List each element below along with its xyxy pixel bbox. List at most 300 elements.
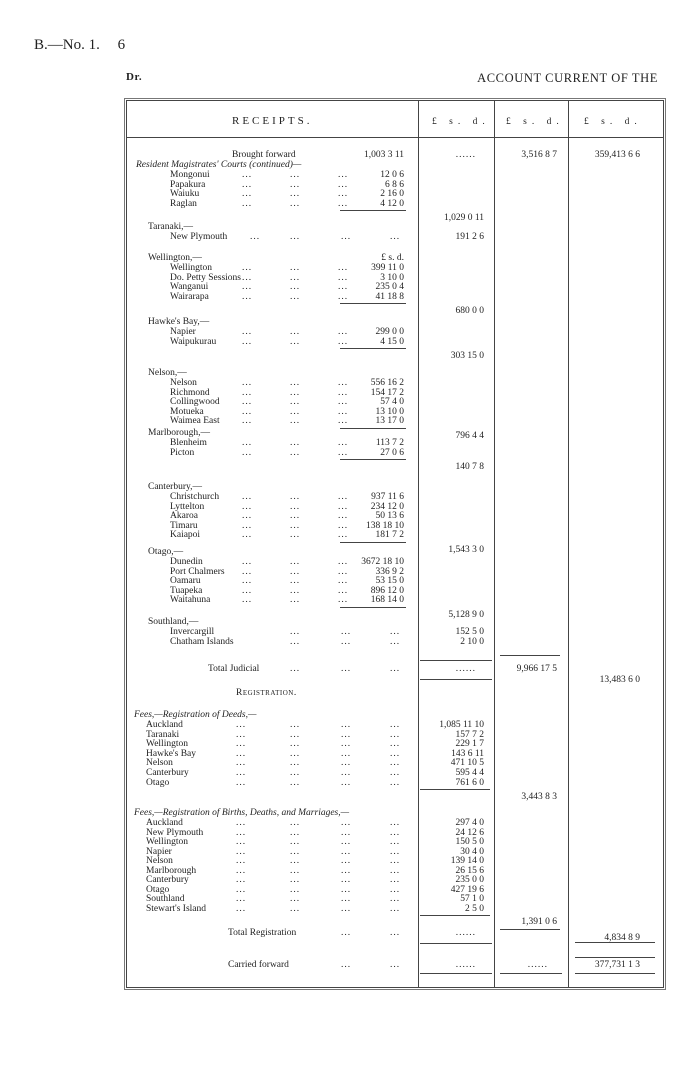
leader-dots: ...	[341, 846, 352, 857]
item-amount: 150 5 0	[455, 837, 484, 847]
leader-dots: ...	[341, 636, 352, 647]
leader-dots: ...	[390, 884, 401, 895]
leader-dots: ...	[390, 636, 401, 647]
brought-forward-amount: 1,003 3 11	[363, 150, 404, 160]
leader-dots: ...	[290, 438, 301, 448]
leader-dots: ...	[290, 232, 301, 242]
leader-dots: ...	[242, 511, 253, 521]
ledger-item	[0, 292, 700, 303]
leader-dots: ...	[290, 856, 301, 866]
total-registration-label: Total Registration	[228, 928, 297, 938]
leader-dots: ...	[290, 903, 301, 914]
leader-dots: ...	[338, 438, 349, 448]
leader-dots: ...	[341, 720, 352, 730]
brought-forward-label: Brought forward	[232, 150, 296, 160]
leader-dots: ...	[290, 327, 301, 337]
leader-dots: ...	[290, 595, 301, 605]
item-label: Kaiapoi	[170, 530, 201, 540]
item-label: Motueka	[170, 406, 204, 417]
amount-rule	[575, 957, 655, 958]
leader-dots: ...	[242, 492, 253, 502]
leader-dots: ...	[236, 827, 247, 838]
amount-rule	[340, 607, 406, 608]
leader-dots: ...	[290, 576, 301, 586]
leader-dots: ...	[341, 777, 352, 788]
item-amount: 471 10 5	[450, 758, 484, 769]
deeds-total: 3,443 8 3	[521, 792, 557, 803]
leader-dots: ...	[250, 232, 261, 242]
leader-dots: ......	[527, 960, 548, 970]
leader-dots: ...	[290, 748, 301, 759]
leader-dots: ...	[341, 664, 352, 674]
item-label: New Plymouth	[170, 232, 228, 242]
total-judicial-col3: 9,966 17 5	[516, 664, 557, 674]
leader-dots: ...	[236, 884, 247, 895]
leader-dots: ...	[390, 729, 401, 740]
leader-dots: ...	[236, 894, 247, 904]
leader-dots: ......	[455, 150, 476, 160]
item-amount: 3672 18 10	[361, 557, 404, 567]
item-amount: 336 9 2	[375, 566, 404, 577]
item-label: Wairarapa	[170, 291, 209, 302]
leader-dots: ...	[242, 576, 253, 586]
item-label: Auckland	[146, 818, 183, 828]
item-amount: 113 7 2	[375, 438, 404, 448]
ledger-item	[0, 637, 700, 648]
page-title: ACCOUNT CURRENT OF THE	[477, 71, 658, 85]
total-judicial-col4: 13,483 6 0	[599, 675, 640, 685]
item-label: Napier	[170, 327, 196, 337]
item-label: Chatham Islands	[170, 636, 234, 647]
leader-dots: ...	[236, 777, 247, 788]
item-label: Lyttelton	[170, 501, 205, 512]
leader-dots: ...	[341, 928, 352, 938]
page-reference	[34, 38, 125, 53]
leader-dots: ...	[242, 501, 253, 512]
leader-dots: ...	[338, 291, 349, 302]
leader-dots: ...	[290, 272, 301, 283]
leader-dots: ...	[242, 272, 253, 283]
leader-dots: ...	[341, 960, 352, 970]
leader-dots: ...	[290, 636, 301, 647]
item-label: Picton	[170, 447, 195, 458]
births-total: 1,391 0 6	[521, 917, 557, 927]
leader-dots: ...	[290, 768, 301, 778]
group-total: 140 7 8	[455, 462, 484, 472]
amount-rule	[575, 942, 655, 943]
leader-dots: ...	[290, 511, 301, 521]
amount-rule	[420, 943, 492, 944]
group-name: Hawke's Bay,—	[148, 317, 210, 327]
item-amount: 2 10 0	[460, 636, 484, 647]
leader-dots: ...	[338, 198, 349, 209]
ledger-item	[0, 778, 700, 789]
leader-dots: ...	[290, 837, 301, 847]
leader-dots: ...	[290, 189, 301, 199]
leader-dots: ...	[290, 865, 301, 876]
leader-dots: ...	[341, 837, 352, 847]
item-amount: 6 8 6	[385, 179, 404, 190]
item-amount: 57 1 0	[460, 894, 484, 904]
leader-dots: ...	[290, 557, 301, 567]
leader-dots: ...	[290, 627, 301, 637]
leader-dots: ...	[338, 447, 349, 458]
births-heading: Fees,—Registration of Births, Deaths, and Marriages,—	[134, 808, 350, 818]
leader-dots: ...	[236, 865, 247, 876]
item-amount: 3 10 0	[380, 272, 404, 283]
leader-dots: ...	[242, 282, 253, 292]
amount-rule	[500, 973, 562, 974]
item-amount: 2 5 0	[465, 903, 484, 914]
item-label: Akaroa	[170, 511, 198, 521]
births-total-row	[0, 917, 700, 928]
leader-dots: ...	[341, 729, 352, 740]
item-amount: 234 12 0	[370, 501, 404, 512]
leader-dots: ...	[338, 179, 349, 190]
group-total-row	[0, 306, 700, 317]
item-label: New Plymouth	[146, 827, 204, 838]
leader-dots: ...	[242, 198, 253, 209]
amount-rule	[575, 973, 655, 974]
leader-dots: ...	[390, 894, 401, 904]
leader-dots: ...	[390, 818, 401, 828]
item-amount: 4 12 0	[380, 198, 404, 209]
item-label: Oamaru	[170, 576, 201, 586]
item-label: Wellington	[146, 837, 188, 847]
leader-dots: ...	[236, 875, 247, 885]
leader-dots: ...	[236, 846, 247, 857]
ledger-item	[0, 199, 700, 210]
leader-dots: ...	[290, 501, 301, 512]
leader-dots: ...	[242, 179, 253, 190]
receipts-heading: RECEIPTS.	[232, 115, 313, 127]
item-amount: 229 1 7	[455, 739, 484, 750]
group-total: 191 2 6	[455, 232, 484, 242]
leader-dots: ...	[338, 511, 349, 521]
ledger-item	[0, 595, 700, 606]
leader-dots: ...	[338, 416, 349, 426]
ledger-item	[0, 530, 700, 541]
leader-dots: ...	[290, 198, 301, 209]
leader-dots: ...	[341, 818, 352, 828]
item-amount: 138 18 10	[366, 520, 404, 531]
item-label: Do. Petty Sessions	[170, 272, 241, 283]
leader-dots: ...	[290, 827, 301, 838]
leader-dots: ...	[338, 170, 349, 180]
item-amount: 2 16 0	[380, 189, 404, 199]
item-amount: 235 0 0	[455, 875, 484, 885]
leader-dots: ...	[236, 818, 247, 828]
leader-dots: ...	[390, 768, 401, 778]
item-label: Stewart's Island	[146, 903, 207, 914]
item-label: Mongonui	[170, 170, 210, 180]
leader-dots: ...	[338, 282, 349, 292]
item-amount: 168 14 0	[370, 595, 404, 605]
leader-dots: ...	[341, 827, 352, 838]
item-label: Canterbury	[146, 875, 189, 885]
leader-dots: ...	[390, 837, 401, 847]
group-name: Otago,—	[148, 547, 184, 557]
item-label: Nelson	[146, 856, 173, 866]
leader-dots: ...	[341, 758, 352, 769]
item-label: Nelson	[146, 758, 173, 769]
leader-dots: ...	[290, 664, 301, 674]
item-amount: 50 13 6	[375, 511, 404, 521]
leader-dots: ...	[236, 720, 247, 730]
leader-dots: ...	[390, 865, 401, 876]
group-name: Southland,—	[148, 617, 199, 627]
leader-dots: ...	[341, 768, 352, 778]
leader-dots: ...	[390, 758, 401, 769]
leader-dots: ...	[290, 492, 301, 502]
leader-dots: ...	[338, 585, 349, 596]
leader-dots: ...	[341, 884, 352, 895]
leader-dots: ...	[290, 720, 301, 730]
leader-dots: ...	[338, 378, 349, 388]
item-label: Southland	[146, 894, 185, 904]
leader-dots: ...	[290, 378, 301, 388]
leader-dots: ...	[390, 739, 401, 750]
leader-dots: ...	[242, 291, 253, 302]
leader-dots: ...	[338, 272, 349, 283]
item-label: Tuapeka	[170, 585, 203, 596]
leader-dots: ...	[338, 189, 349, 199]
leader-dots: ...	[341, 894, 352, 904]
currency-subhead: £ s. d.	[381, 253, 404, 263]
currency-heading: £ s. d.	[584, 117, 642, 127]
registration-heading: Registration.	[236, 688, 297, 698]
leader-dots: ...	[290, 520, 301, 531]
carried-forward-row	[0, 960, 700, 971]
item-amount: 937 11 6	[371, 492, 404, 502]
ledger-item	[0, 337, 700, 348]
item-label: Waiuku	[170, 189, 200, 199]
leader-dots: ...	[390, 777, 401, 788]
leader-dots: ...	[242, 327, 253, 337]
group-total: 680 0 0	[455, 306, 484, 316]
leader-dots: ...	[338, 501, 349, 512]
leader-dots: ...	[290, 179, 301, 190]
leader-dots: ...	[341, 232, 352, 242]
leader-dots: ...	[390, 827, 401, 838]
item-amount: 761 6 0	[455, 777, 484, 788]
currency-heading: £ s. d.	[432, 117, 490, 127]
item-label: Dunedin	[170, 557, 203, 567]
leader-dots: ...	[290, 566, 301, 577]
item-label: Wanganui	[170, 282, 209, 292]
item-label: Waimea East	[170, 416, 220, 426]
item-amount: 139 14 0	[450, 856, 484, 866]
ledger-item	[0, 416, 700, 427]
item-amount: 26 15 6	[455, 865, 484, 876]
header-rule	[126, 137, 664, 138]
item-label: Blenheim	[170, 438, 207, 448]
leader-dots: ...	[290, 894, 301, 904]
page-ref: B.—No. 1.	[34, 37, 100, 53]
leader-dots: ...	[290, 758, 301, 769]
leader-dots: ...	[242, 387, 253, 398]
leader-dots: ...	[390, 875, 401, 885]
item-amount: 154 17 2	[370, 387, 404, 398]
leader-dots: ...	[338, 387, 349, 398]
item-label: Wellington	[146, 739, 188, 750]
leader-dots: ...	[338, 520, 349, 531]
registration-heading-row	[0, 688, 700, 699]
item-label: Invercargill	[170, 627, 215, 637]
item-label: Collingwood	[170, 397, 220, 407]
leader-dots: ...	[242, 557, 253, 567]
leader-dots: ...	[242, 416, 253, 426]
leader-dots: ...	[290, 585, 301, 596]
leader-dots: ...	[242, 566, 253, 577]
leader-dots: ...	[390, 720, 401, 730]
leader-dots: ...	[290, 739, 301, 750]
amount-rule	[340, 303, 406, 304]
item-amount: 41 18 8	[375, 291, 404, 302]
leader-dots: ...	[341, 875, 352, 885]
courts-heading: Resident Magistrates' Courts (continued)—	[136, 160, 302, 170]
total-judicial-label: Total Judicial	[208, 664, 260, 674]
leader-dots: ...	[290, 530, 301, 540]
leader-dots: ...	[341, 903, 352, 914]
leader-dots: ...	[390, 748, 401, 759]
item-label: Otago	[146, 777, 170, 788]
leader-dots: ...	[290, 846, 301, 857]
leader-dots: ...	[390, 903, 401, 914]
item-label: Waitahuna	[170, 595, 211, 605]
leader-dots: ...	[242, 189, 253, 199]
leader-dots: ...	[290, 387, 301, 398]
debit-side-label: Dr.	[126, 71, 143, 83]
item-amount: 13 17 0	[375, 416, 404, 426]
item-amount: 4 15 0	[380, 336, 404, 347]
item-label: Richmond	[170, 387, 210, 398]
leader-dots: ......	[455, 664, 476, 674]
leader-dots: ...	[390, 232, 401, 242]
leader-dots: ...	[242, 530, 253, 540]
leader-dots: ...	[338, 406, 349, 417]
amount-rule	[340, 542, 406, 543]
item-amount: 595 4 4	[455, 768, 484, 778]
item-amount: 53 15 0	[375, 576, 404, 586]
leader-dots: ...	[242, 585, 253, 596]
leader-dots: ...	[290, 777, 301, 788]
group-total: 796 4 4	[455, 430, 484, 441]
item-amount: 12 0 6	[380, 170, 404, 180]
group-total: 1,029 0 11	[443, 213, 484, 223]
leader-dots: ...	[242, 378, 253, 388]
item-label: Waipukurau	[170, 336, 217, 347]
group-total: 303 15 0	[450, 351, 484, 361]
item-label: Napier	[146, 846, 172, 857]
leader-dots: ...	[290, 875, 301, 885]
leader-dots: ...	[242, 170, 253, 180]
deeds-heading: Fees,—Registration of Deeds,—	[134, 710, 257, 720]
leader-dots: ...	[236, 903, 247, 914]
leader-dots: ...	[290, 170, 301, 180]
leader-dots: ...	[242, 595, 253, 605]
leader-dots: ...	[390, 846, 401, 857]
deeds-total-row	[0, 792, 700, 803]
leader-dots: ...	[290, 818, 301, 828]
currency-heading: £ s. d.	[506, 117, 564, 127]
carried-forward-col4: 377,731 1 3	[594, 960, 640, 970]
total-judicial-row	[0, 664, 700, 675]
item-amount: 157 7 2	[455, 729, 484, 740]
item-amount: 152 5 0	[455, 627, 484, 637]
leader-dots: ...	[236, 758, 247, 769]
leader-dots: ...	[242, 397, 253, 407]
leader-dots: ...	[290, 406, 301, 417]
page-number: 6	[117, 37, 126, 53]
leader-dots: ...	[236, 748, 247, 759]
leader-dots: ...	[338, 595, 349, 605]
item-amount: 427 19 6	[450, 884, 484, 895]
total-registration-col4: 4,834 8 9	[604, 933, 640, 943]
item-amount: 24 12 6	[455, 827, 484, 838]
group-total: 5,128 9 0	[448, 609, 484, 620]
amount-rule	[340, 210, 406, 211]
leader-dots: ...	[290, 291, 301, 302]
item-amount: 13 10 0	[375, 406, 404, 417]
leader-dots: ...	[290, 336, 301, 347]
leader-dots: ...	[338, 327, 349, 337]
leader-dots: ...	[341, 627, 352, 637]
group-name: Wellington,—	[148, 253, 202, 263]
leader-dots: ...	[338, 557, 349, 567]
amount-rule	[420, 660, 492, 661]
item-label: Hawke's Bay	[146, 748, 196, 759]
leader-dots: ...	[242, 263, 253, 273]
item-amount: 57 4 0	[380, 397, 404, 407]
group-name: Nelson,—	[148, 368, 187, 378]
group-total: 1,543 3 0	[448, 544, 484, 555]
leader-dots: ...	[290, 282, 301, 292]
item-label: Wellington	[170, 263, 212, 273]
leader-dots: ...	[338, 492, 349, 502]
leader-dots: ...	[290, 397, 301, 407]
amount-rule	[340, 459, 406, 460]
item-amount: 30 4 0	[460, 846, 484, 857]
item-amount: 235 0 4	[375, 282, 404, 292]
leader-dots: ...	[290, 263, 301, 273]
item-amount: 556 16 2	[370, 378, 404, 388]
leader-dots: ...	[390, 664, 401, 674]
item-label: Papakura	[170, 179, 206, 190]
leader-dots: ...	[341, 748, 352, 759]
leader-dots: ...	[338, 576, 349, 586]
leader-dots: ...	[236, 837, 247, 847]
group-name: Canterbury,—	[148, 482, 202, 492]
leader-dots: ...	[242, 520, 253, 531]
group-total-row	[0, 351, 700, 362]
item-amount: 27 0 6	[380, 447, 404, 458]
leader-dots: ...	[242, 406, 253, 417]
group-total-row	[0, 462, 700, 473]
leader-dots: ...	[242, 438, 253, 448]
amount-rule	[420, 789, 490, 790]
amount-rule	[420, 915, 490, 916]
ledger-item	[0, 448, 700, 459]
leader-dots: ...	[236, 739, 247, 750]
item-label: Marlborough	[146, 865, 197, 876]
leader-dots: ...	[390, 627, 401, 637]
group-name: Taranaki,—	[148, 222, 193, 232]
item-label: Taranaki	[146, 729, 180, 740]
leader-dots: ...	[236, 768, 247, 778]
item-label: Auckland	[146, 720, 183, 730]
amount-rule	[500, 655, 560, 656]
